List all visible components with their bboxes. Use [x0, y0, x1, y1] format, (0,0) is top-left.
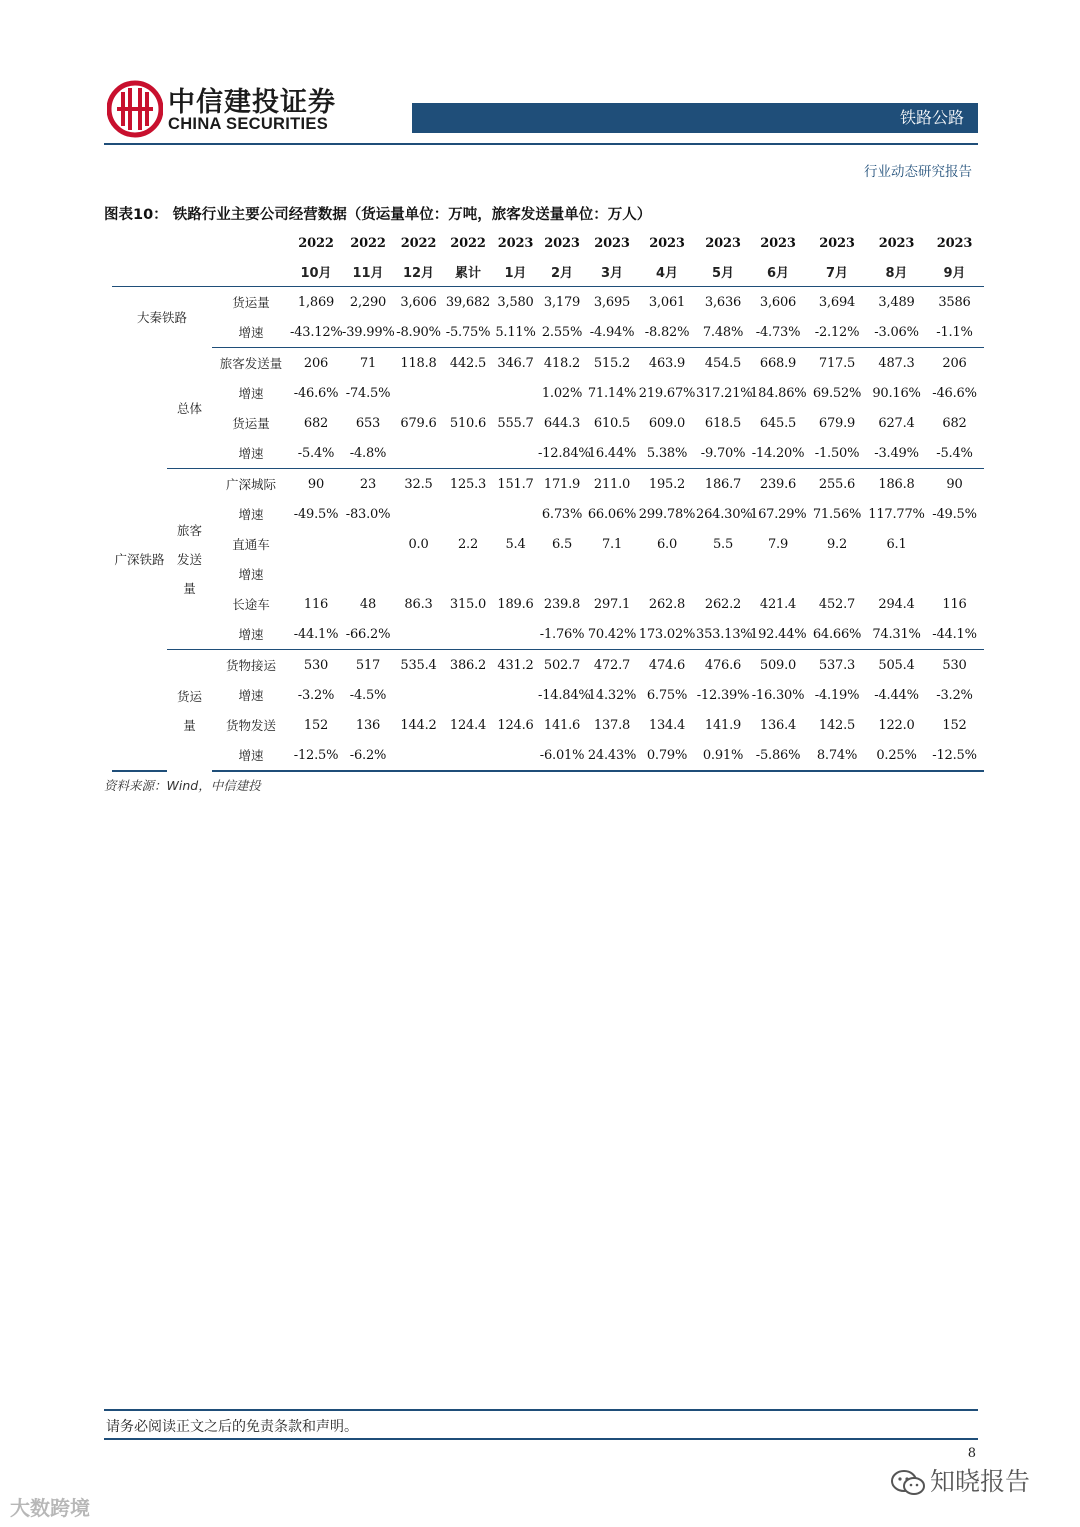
table-cell: 24.43% [586, 740, 638, 771]
table-cell: 69.52% [812, 385, 862, 401]
table-cell: 6.5 [551, 536, 573, 552]
table-cell: 418.2 [543, 355, 581, 371]
table-cell: 3,580 [497, 294, 534, 310]
table-cell: 555.7 [497, 415, 534, 431]
table-cell: 71 [359, 355, 377, 371]
table-cell [394, 499, 443, 529]
column-year: 2023 [819, 235, 855, 251]
table-cell: 167.29% [750, 506, 807, 522]
table-cell [290, 529, 342, 559]
table-cell: -1.76% [538, 619, 586, 650]
table-cell [394, 680, 443, 710]
column-month: 11月 [342, 258, 394, 287]
table-cell: 262.2 [704, 596, 742, 612]
table-cell: 189.6 [497, 596, 534, 612]
table-row [112, 650, 984, 681]
table-cell: -46.6% [932, 385, 977, 401]
table-cell: 472.7 [593, 657, 631, 673]
table-row [112, 499, 984, 529]
table-cell [493, 378, 538, 408]
table-cell: -12.5% [290, 740, 342, 771]
table-cell: 315.0 [449, 596, 487, 612]
table-cell: 537.3 [818, 657, 856, 673]
row-label: 货运量 [232, 416, 270, 431]
table-cell: 116 [303, 596, 329, 612]
table-cell: 474.6 [648, 657, 686, 673]
table-cell: 6.0 [656, 536, 678, 552]
wechat-icon [890, 1469, 926, 1497]
table-cell: 317.21% [696, 385, 753, 401]
table-cell: 5.5 [712, 536, 734, 552]
table-cell: 192.44% [750, 619, 806, 650]
column-year: 2023 [936, 235, 973, 251]
table-cell: -83.0% [345, 506, 391, 522]
table-cell: 116 [942, 596, 967, 612]
table-cell: 442.5 [449, 355, 487, 371]
table-cell [538, 559, 586, 589]
table-cell [394, 438, 443, 469]
table-cell: 144.2 [400, 717, 437, 733]
table-cell: 0.0 [408, 536, 429, 552]
table-cell: 627.4 [878, 415, 915, 431]
table-cell: 679.6 [400, 415, 437, 431]
table-cell: 118.8 [400, 355, 437, 371]
table-cell: 173.02% [638, 619, 696, 650]
table-cell: -3.49% [868, 438, 925, 469]
column-year: 2023 [760, 235, 796, 251]
table-cell: -46.6% [293, 385, 339, 401]
table-cell [290, 559, 342, 589]
table-cell: 3,695 [593, 294, 631, 310]
table-cell: 6.75% [646, 687, 688, 703]
table-cell: -3.2% [936, 687, 973, 703]
table-cell: 610.5 [593, 415, 631, 431]
table-cell: 3586 [938, 294, 971, 310]
table-row [112, 740, 984, 771]
row-label: 增速 [212, 619, 290, 650]
table-cell: 71.56% [812, 506, 862, 522]
row-label: 货物发送 [225, 718, 276, 733]
table-row [112, 408, 984, 438]
table-cell: 682 [942, 415, 967, 431]
column-month: 累计 [443, 258, 493, 287]
table-cell: 3,061 [648, 294, 686, 310]
column-year: 2022 [350, 235, 386, 251]
table-cell [806, 559, 868, 589]
header-divider [104, 143, 978, 145]
table-cell: -4.19% [814, 687, 860, 703]
table-cell: -1.1% [925, 317, 984, 348]
table-cell: -44.1% [290, 619, 342, 650]
table-cell: 152 [303, 717, 329, 733]
table-cell: -4.5% [349, 687, 387, 703]
table-cell: -6.2% [342, 740, 394, 771]
table-cell [493, 740, 538, 771]
table-cell: 124.4 [449, 717, 487, 733]
table-cell: 7.48% [696, 317, 750, 348]
table-cell: 16.44% [586, 438, 638, 469]
table-cell: 125.3 [449, 476, 487, 492]
table-cell: 142.5 [818, 717, 856, 733]
citic-logo-icon [107, 80, 163, 138]
page-number: 8 [967, 1446, 976, 1461]
table-cell: 454.5 [704, 355, 742, 371]
table-row [112, 559, 984, 589]
table-cell: 682 [303, 415, 329, 431]
brand-name-en: CHINA SECURITIES [168, 115, 329, 133]
table-cell: 255.6 [818, 476, 856, 492]
table-cell: 421.4 [759, 596, 797, 612]
table-cell: 39,682 [445, 294, 491, 310]
table-cell: 452.7 [818, 596, 856, 612]
column-month: 10月 [290, 258, 342, 287]
column-year: 2023 [497, 235, 534, 251]
table-row [112, 287, 984, 318]
table-cell: -16.30% [751, 687, 805, 703]
table-cell: 90 [946, 476, 963, 492]
group-daqin: 大秦铁路 [136, 310, 187, 326]
table-cell [394, 619, 443, 650]
column-year: 2023 [649, 235, 685, 251]
table-cell [443, 499, 493, 529]
table-cell: 151.7 [497, 476, 534, 492]
table-cell [443, 619, 493, 650]
row-label: 旅客发送量 [219, 356, 283, 371]
table-cell: 141.6 [543, 717, 581, 733]
table-cell: -43.12% [290, 317, 342, 348]
disclaimer: 请务必阅读正文之后的免责条款和声明。 [106, 1419, 358, 1435]
table-cell: 136.4 [759, 717, 797, 733]
table-cell [443, 438, 493, 469]
column-year: 2022 [400, 235, 437, 251]
column-month: 8月 [868, 258, 925, 287]
table-cell: -5.86% [750, 740, 806, 771]
table-cell: 71.14% [587, 385, 637, 401]
table-cell: 535.4 [400, 657, 437, 673]
table-cell: 23 [359, 476, 377, 492]
table-row [112, 438, 984, 469]
table-cell: 48 [359, 596, 377, 612]
row-label: 货运量 [232, 295, 270, 310]
table-row [112, 680, 984, 710]
table-cell: 3,606 [400, 294, 437, 310]
table-row [112, 529, 984, 559]
operating-data-table [112, 229, 984, 772]
table-cell: 1,869 [297, 294, 335, 310]
header-row-month [112, 258, 984, 287]
table-cell [925, 529, 984, 559]
table-cell: 152 [942, 717, 967, 733]
column-year: 2023 [594, 235, 630, 251]
table-cell: 386.2 [449, 657, 487, 673]
table-cell [493, 619, 538, 650]
table-cell: -12.39% [696, 687, 750, 703]
table-cell: 294.4 [878, 596, 915, 612]
table-cell: 184.86% [750, 385, 807, 401]
report-type: 行业动态研究报告 [864, 164, 972, 180]
table-cell: 431.2 [497, 657, 534, 673]
table-cell: 505.4 [878, 657, 915, 673]
table-cell [750, 559, 806, 589]
table-cell: 64.66% [806, 619, 868, 650]
table-cell: 645.5 [759, 415, 797, 431]
table-cell: 517 [355, 657, 381, 673]
footer-divider-top [104, 1409, 978, 1411]
table-cell: -49.5% [293, 506, 339, 522]
row-label: 增速 [212, 438, 290, 469]
table-cell: 134.4 [648, 717, 686, 733]
table-cell: -8.90% [394, 317, 443, 348]
column-year: 2023 [544, 235, 580, 251]
table-cell: 618.5 [704, 415, 742, 431]
table-cell: 476.6 [704, 657, 742, 673]
table-cell: 32.5 [404, 476, 433, 492]
table-cell: 262.8 [648, 596, 686, 612]
sector-banner: 铁路公路 [412, 103, 978, 133]
column-month: 6月 [750, 258, 806, 287]
row-label: 直通车 [232, 537, 270, 552]
table-cell: 2.55% [538, 317, 586, 348]
table-cell [443, 378, 493, 408]
table-cell: 668.9 [759, 355, 797, 371]
table-cell [443, 680, 493, 710]
table-cell: -9.70% [696, 438, 750, 469]
table-cell [493, 438, 538, 469]
table-row [112, 469, 984, 500]
table-cell: 70.42% [586, 619, 638, 650]
table-cell: -2.12% [806, 317, 868, 348]
row-label: 增速 [238, 688, 264, 703]
table-cell: 122.0 [878, 717, 915, 733]
table-cell: 0.91% [696, 740, 750, 771]
table-cell: 0.79% [638, 740, 696, 771]
table-cell: -66.2% [342, 619, 394, 650]
source-note: 资料来源：Wind，中信建投 [104, 778, 261, 793]
watermark-right-text: 知晓报告 [930, 1467, 1031, 1496]
table-cell: 219.67% [638, 385, 696, 401]
group-total: 总体 [167, 348, 212, 469]
table-cell: -6.01% [538, 740, 586, 771]
table-row [112, 589, 984, 619]
group-freight: 货运量 [176, 688, 202, 733]
table-cell [493, 680, 538, 710]
table-cell: 206 [303, 355, 329, 371]
table-cell: 124.6 [497, 717, 534, 733]
table-cell: -74.5% [345, 385, 391, 401]
table-cell: 264.30% [696, 506, 753, 522]
table-cell: 0.25% [868, 740, 925, 771]
table-cell [493, 559, 538, 589]
row-label: 增速 [212, 740, 290, 771]
table-cell: -3.2% [297, 687, 335, 703]
table-cell: -14.84% [538, 687, 591, 703]
table-cell [493, 499, 538, 529]
table-cell: 211.0 [593, 476, 631, 492]
table-row [112, 317, 984, 348]
table-cell: 186.7 [704, 476, 742, 492]
table-cell: 487.3 [878, 355, 915, 371]
table-cell [342, 559, 394, 589]
table-cell [443, 740, 493, 771]
table-cell: 5.38% [638, 438, 696, 469]
table-cell: -8.82% [638, 317, 696, 348]
table-cell: 3,489 [878, 294, 915, 310]
table-cell: 346.7 [497, 355, 534, 371]
table-cell: 9.2 [826, 536, 848, 552]
table-cell: -49.5% [932, 506, 977, 522]
column-year: 2022 [298, 235, 334, 251]
table-row [112, 710, 984, 740]
row-label: 增速 [238, 507, 264, 522]
table-cell: 195.2 [648, 476, 686, 492]
table-cell: -4.73% [750, 317, 806, 348]
group-guangshen: 广深铁路 [112, 348, 167, 772]
table-cell [586, 559, 638, 589]
table-cell: 206 [942, 355, 967, 371]
table-cell: 463.9 [648, 355, 686, 371]
table-cell: -3.06% [868, 317, 925, 348]
table-cell: -12.5% [925, 740, 984, 771]
table-cell: 3,606 [759, 294, 797, 310]
table-cell: 186.8 [878, 476, 915, 492]
table-cell: 6.1 [886, 536, 907, 552]
table-cell: 3,179 [543, 294, 581, 310]
table-cell: 8.74% [806, 740, 868, 771]
table-cell: 6.73% [541, 506, 583, 522]
header-row-year [112, 229, 984, 258]
table-cell: 653 [355, 415, 381, 431]
table-cell: 1.02% [541, 385, 583, 401]
table-cell [868, 559, 925, 589]
table-cell: 5.11% [493, 317, 538, 348]
column-year: 2023 [878, 235, 915, 251]
column-month: 2月 [538, 258, 586, 287]
table-cell: 717.5 [818, 355, 856, 371]
column-month: 4月 [638, 258, 696, 287]
table-cell: -4.44% [874, 687, 919, 703]
table-cell: 510.6 [449, 415, 487, 431]
table-cell: -5.4% [290, 438, 342, 469]
table-cell: 171.9 [543, 476, 581, 492]
table-cell: 679.9 [818, 415, 856, 431]
table-cell: 297.1 [593, 596, 631, 612]
table-cell: 530 [942, 657, 967, 673]
column-month: 7月 [806, 258, 868, 287]
table-cell: -12.84% [538, 438, 586, 469]
table-cell: 74.31% [868, 619, 925, 650]
table-cell: 117.77% [868, 506, 925, 522]
table-cell: 2,290 [349, 294, 387, 310]
table-cell: 2.2 [457, 536, 479, 552]
column-month: 1月 [493, 258, 538, 287]
table-cell: 90 [307, 476, 325, 492]
table-row [112, 348, 984, 379]
table-row [112, 619, 984, 650]
table-cell: 644.3 [543, 415, 581, 431]
table-row [112, 378, 984, 408]
row-label: 货物接运 [225, 658, 276, 673]
table-cell: 141.9 [704, 717, 742, 733]
watermark-right [890, 1462, 1030, 1498]
table-cell [696, 559, 750, 589]
table-cell: 609.0 [648, 415, 686, 431]
column-year: 2022 [450, 235, 486, 251]
row-label: 广深城际 [225, 477, 276, 492]
table-cell [443, 559, 493, 589]
table-cell: 136 [355, 717, 381, 733]
table-cell: 509.0 [759, 657, 797, 673]
table-cell: 90.16% [872, 385, 921, 401]
table-cell: 239.6 [759, 476, 797, 492]
table-cell: 86.3 [404, 596, 433, 612]
column-month: 3月 [586, 258, 638, 287]
table-cell: 3,694 [818, 294, 856, 310]
row-label: 增速 [238, 386, 264, 401]
table-cell: -1.50% [806, 438, 868, 469]
footer-divider-bottom [104, 1438, 978, 1440]
table-cell: -44.1% [925, 619, 984, 650]
table-cell: 3,636 [704, 294, 742, 310]
table-cell: 7.9 [767, 536, 789, 552]
table-cell [638, 559, 696, 589]
column-month: 5月 [696, 258, 750, 287]
group-passenger: 旅客发送量 [167, 469, 212, 650]
table-cell: 137.8 [593, 717, 631, 733]
table-cell: 66.06% [587, 506, 637, 522]
column-month: 12月 [394, 258, 443, 287]
table-cell: 530 [303, 657, 329, 673]
table-cell: 7.1 [601, 536, 623, 552]
table-cell: 5.4 [505, 536, 526, 552]
table-cell: 14.32% [587, 687, 637, 703]
table-cell: -4.8% [342, 438, 394, 469]
watermark-left: 大数跨境 [10, 1496, 90, 1520]
table-cell: 515.2 [593, 355, 631, 371]
table-cell: -5.4% [925, 438, 984, 469]
brand-name-cn: 中信建投证券 [168, 87, 336, 118]
table-cell [394, 559, 443, 589]
column-year: 2023 [705, 235, 741, 251]
table-cell: -14.20% [750, 438, 806, 469]
table-cell: 353.13% [696, 619, 750, 650]
table-cell [394, 378, 443, 408]
table-cell: 299.78% [638, 506, 696, 522]
table-cell [394, 740, 443, 771]
row-label: 增速 [212, 317, 290, 348]
row-label: 增速 [238, 567, 264, 582]
table-cell: 239.8 [543, 596, 581, 612]
table-cell: -39.99% [342, 317, 394, 348]
table-cell [925, 559, 984, 589]
table-cell [342, 529, 394, 559]
table-cell: 502.7 [543, 657, 581, 673]
table-cell: -4.94% [586, 317, 638, 348]
column-month: 9月 [925, 258, 984, 287]
table-cell: -5.75% [443, 317, 493, 348]
figure-title: 图表10： 铁路行业主要公司经营数据（货运量单位：万吨，旅客发送量单位：万人） [104, 207, 652, 223]
row-label: 长途车 [232, 597, 270, 612]
